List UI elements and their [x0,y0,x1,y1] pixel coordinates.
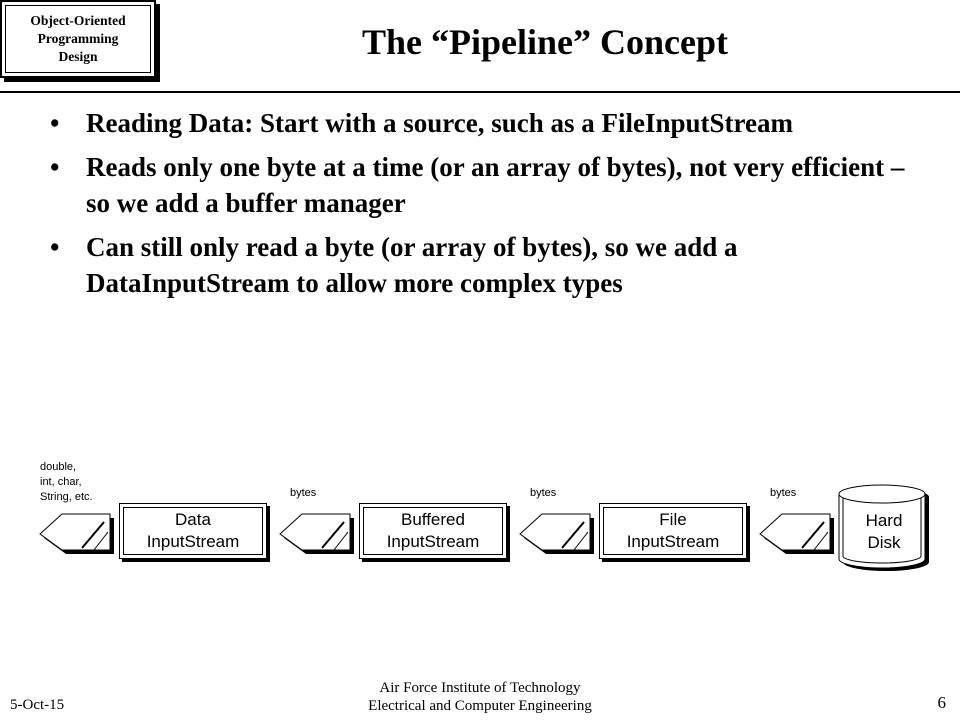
page-number: 6 [937,693,946,712]
footer-date: 5-Oct-15 [10,697,65,713]
header-divider [0,91,960,93]
bytes-label-3: bytes [770,487,797,499]
footer-institution: Air Force Institute of Technology [379,680,581,696]
bullet-marker: • [50,152,60,182]
file-inputstream-label: File InputStream [626,510,720,551]
output-types-label: double, int, char, String, etc. [40,461,93,503]
bytes-arrow-icon-3 [758,510,838,560]
course-title-box [0,0,156,78]
buffered-inputstream-box [359,503,507,559]
data-inputstream-box [119,503,267,559]
footer-institution-block [330,679,630,715]
footer-department: Electrical and Computer Engineering [368,698,592,714]
bullet-marker: • [50,108,60,138]
course-title-box-inner [5,5,151,73]
buffered-inputstream-label: Buffered InputStream [386,510,480,551]
bytes-label-2: bytes [530,487,557,499]
bullet-text: Can still only read a byte (or array of bytes), so we add a DataInputStream to allow more complex types [86,232,738,298]
bytes-arrow-icon-1 [278,510,358,560]
course-title: Object-Oriented Programming Design [30,13,126,64]
bytes-label-1: bytes [290,487,317,499]
output-arrow-icon [38,510,118,560]
bullet-item [50,229,930,301]
bullet-list [50,105,930,309]
data-inputstream-label: Data InputStream [146,510,240,551]
bullet-item [50,149,930,221]
bullet-item [50,105,930,141]
bullet-text: Reading Data: Start with a source, such as a FileInputStream [86,108,794,138]
bullet-marker: • [50,232,60,262]
file-inputstream-box [599,503,747,559]
hard-disk-label: Hard Disk [865,511,903,552]
bullet-text: Reads only one byte at a time (or an array of bytes), not very efficient – so we add a buffer manager [86,152,905,218]
bytes-arrow-icon-2 [518,510,598,560]
slide-title: The “Pipeline” Concept [362,22,728,62]
